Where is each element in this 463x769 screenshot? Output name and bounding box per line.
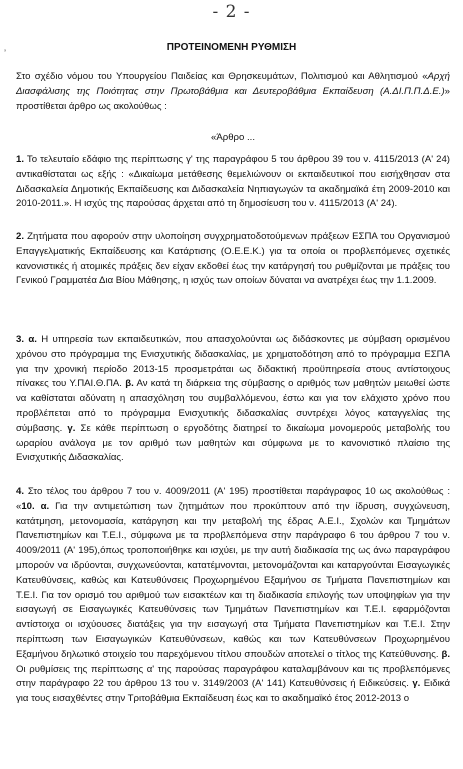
paragraph-3: 3. α. Η υπηρεσία των εκπαιδευτικών, που απασχολούνται ως διδάσκοντες με σύμβαση ορισμένου χρόνου στο πρόγραμμα της Ενισχυτικής διδασκαλίας, με χρηματοδότηση από το πρόγραμμα ΕΣΠΑ για την χρονική περίοδο 2013-15 προσμετράται ως διδακτική προϋπηρεσία στους αντίστοιχους πίνακες του Υ.ΠΑΙ.Θ.ΠΑ. β. Αν κατά τη διάρκεια της σύμβασης ο αριθμός των μαθητών μειωθεί ώστε να καθίσταται αδύνατη η απασχόληση του συμβαλλόμενου, έστω και για τον ελάχιστο χρόνο που προβλέπεται από το πρόγραμμα Ενισχυτικής διδασκαλίας συντρέχει λόγος καταγγελίας της σύμβασης. γ. Σε κάθε περίπτωση ο εργοδότης διατηρεί το δικαίωμα μονομερούς μεταβολής του ωραρίου ανάλογα με τον αριθμό των μαθητών και σύμφωνα με το κανονιστικό πλαίσιο της Ενισχυτικής Διδασκαλίας. [16,334,451,464]
subparagraph-label: β. [441,648,450,660]
article-heading: «Άρθρο ... [211,132,255,143]
paragraph-number: 2. [16,231,25,242]
paragraph-2: 2. Ζητήματα που αφορούν στην υλοποίηση συγχρηματοδοτούμενων πράξεων ΕΣΠΑ του Οργανισμού Επαγγελματικής Εκπαίδευσης και Κατάρτισης (Ο.Ε.Ε.Κ.) για τα οποία οι προβλεπόμενες σχετικές κανονιστικές ή ατομικές πράξεις δεν είχαν εκδοθεί έως την κατάργησή του ρυθμίζονται με πράξεις του Γενικού Γραμματέα Δια Βίου Μάθησης, η ισχύς των οποίων δύναται να ανατρέχει έως την 1.1.2009. [16,231,450,287]
paragraph-number: 1. [16,154,25,165]
subparagraph-label: γ. [67,422,76,434]
subparagraph-label: β. [125,378,134,390]
intro-paragraph: Στο σχέδιο νόμου του Υπουργείου Παιδείας και Θρησκευμάτων, Πολιτισμού και Αθλητισμού «Αρχή Διασφάλισης της Ποιότητας στην Πρωτοβάθμια και Δευτεροβάθμια Εκπαίδευση (Α.ΔΙ.Π.Π.Δ.Ε.)» προστίθεται άρθρο ως ακολούθως : [16,71,450,112]
subparagraph-label: γ. [412,678,421,690]
paragraph-number: 4. [16,486,25,497]
margin-mark: ’ [4,48,6,58]
bill-title: Αρχή Διασφάλισης της Ποιότητας στην Πρωτοβάθμια και Δευτεροβάθμια Εκπαίδευση (Α.ΔΙ.Π.Π.Δ.Ε.) [16,71,450,97]
paragraph-4: 4. Στο τέλος του άρθρου 7 του ν. 4009/2011 (Α' 195) προστίθεται παράγραφος 10 ως ακολούθως : «10. α. Για την αντιμετώπιση των ζητημάτων που προκύπτουν από την ίδρυση, συγχώνευση, κατάτμηση, μετονομασία, κατάργηση και την μεταβολή της έδρας Α.Ε.Ι., Σχολών και Τμημάτων Πανεπιστημίων και Τ.Ε.Ι., σύμφωνα με τα προβλεπόμενα στην παράγραφο 6 του άρθρου 7 του ν. 4009/2011 (Α' 195),όπως τροποποιήθηκε και ισχύει, με την αυτή διαδικασία της ως άνω παραγράφου μπορούν να ιδρύονται, συγχωνεύονται, κατατέμνονται, μετονομάζονται και καταργούνται Εισαγωγικές Κατευθύνσεις, καθώς και Κατευθύνσεις Προχωρημένου Εξαμήνου σε Τμήματα Πανεπιστημίων και Τ.Ε.Ι. Για τον ορισμό του αριθμού των εισακτέων και τη διαδικασία επιλογής των υποψηφίων για την εισαγωγή σε Εισαγωγικές Κατευθύνσεις των Τμημάτων Πανεπιστημίων και Τ.Ε.Ι. εφαρμόζονται αντίστοιχα οι ισχύουσες διατάξεις για την εισαγωγή στα Τμήματα Πανεπιστημίων και Τ.Ε.Ι. Στην περίπτωση των Εισαγωγικών Κατευθύνσεων, καθώς και των Κατευθύνσεων Προχωρημένου Εξαμήνου δηλωτικό στοιχείο του παρεχόμενου τίτλου σπουδών αποτελεί ο τίτλος της Κατεύθυνσης. β. Οι ρυθμίσεις της περίπτωσης α' της παρούσας παραγράφου καταλαμβάνουν και τις προβλεπόμενες στην παράγραφο 22 του άρθρου 13 του ν. 3149/2003 (Α' 141) Κατευθύνσεις ή Ειδικεύσεις. γ. Ειδικά για τους εισαχθέντες στην Τριτοβάθμια Εκπαίδευση έως και το ακαδημαϊκό έτος 2012-2013 ο [16,486,450,705]
document-title: ΠΡΟΤΕΙΝΟΜΕΝΗ ΡΥΘΜΙΣΗ [166,42,297,53]
paragraph-number: 3. α. [16,334,37,345]
paragraph-1: 1. Το τελευταίο εδάφιο της περίπτωσης γ' της παραγράφου 5 του άρθρου 39 του ν. 4115/2013 (Α' 24) αντικαθίσταται ως εξής : «Δικαίωμα μετάθεσης θεμελιώνουν οι εκπαιδευτικοί που εισήχθησαν στα Διδασκαλεία Δημοτικής Εκπαίδευσης και Διδασκαλεία Νηπιαγωγών τα ακαδημαϊκά έτη 2009-2010 και 2010-2011.». Η ισχύς της παρούσας άρχεται από τη δημοσίευση του ν. 4115/2013 (Α' 24). [16,154,450,210]
subparagraph-label: 10. α. [21,500,50,512]
page-number: - 2 - [212,2,251,22]
